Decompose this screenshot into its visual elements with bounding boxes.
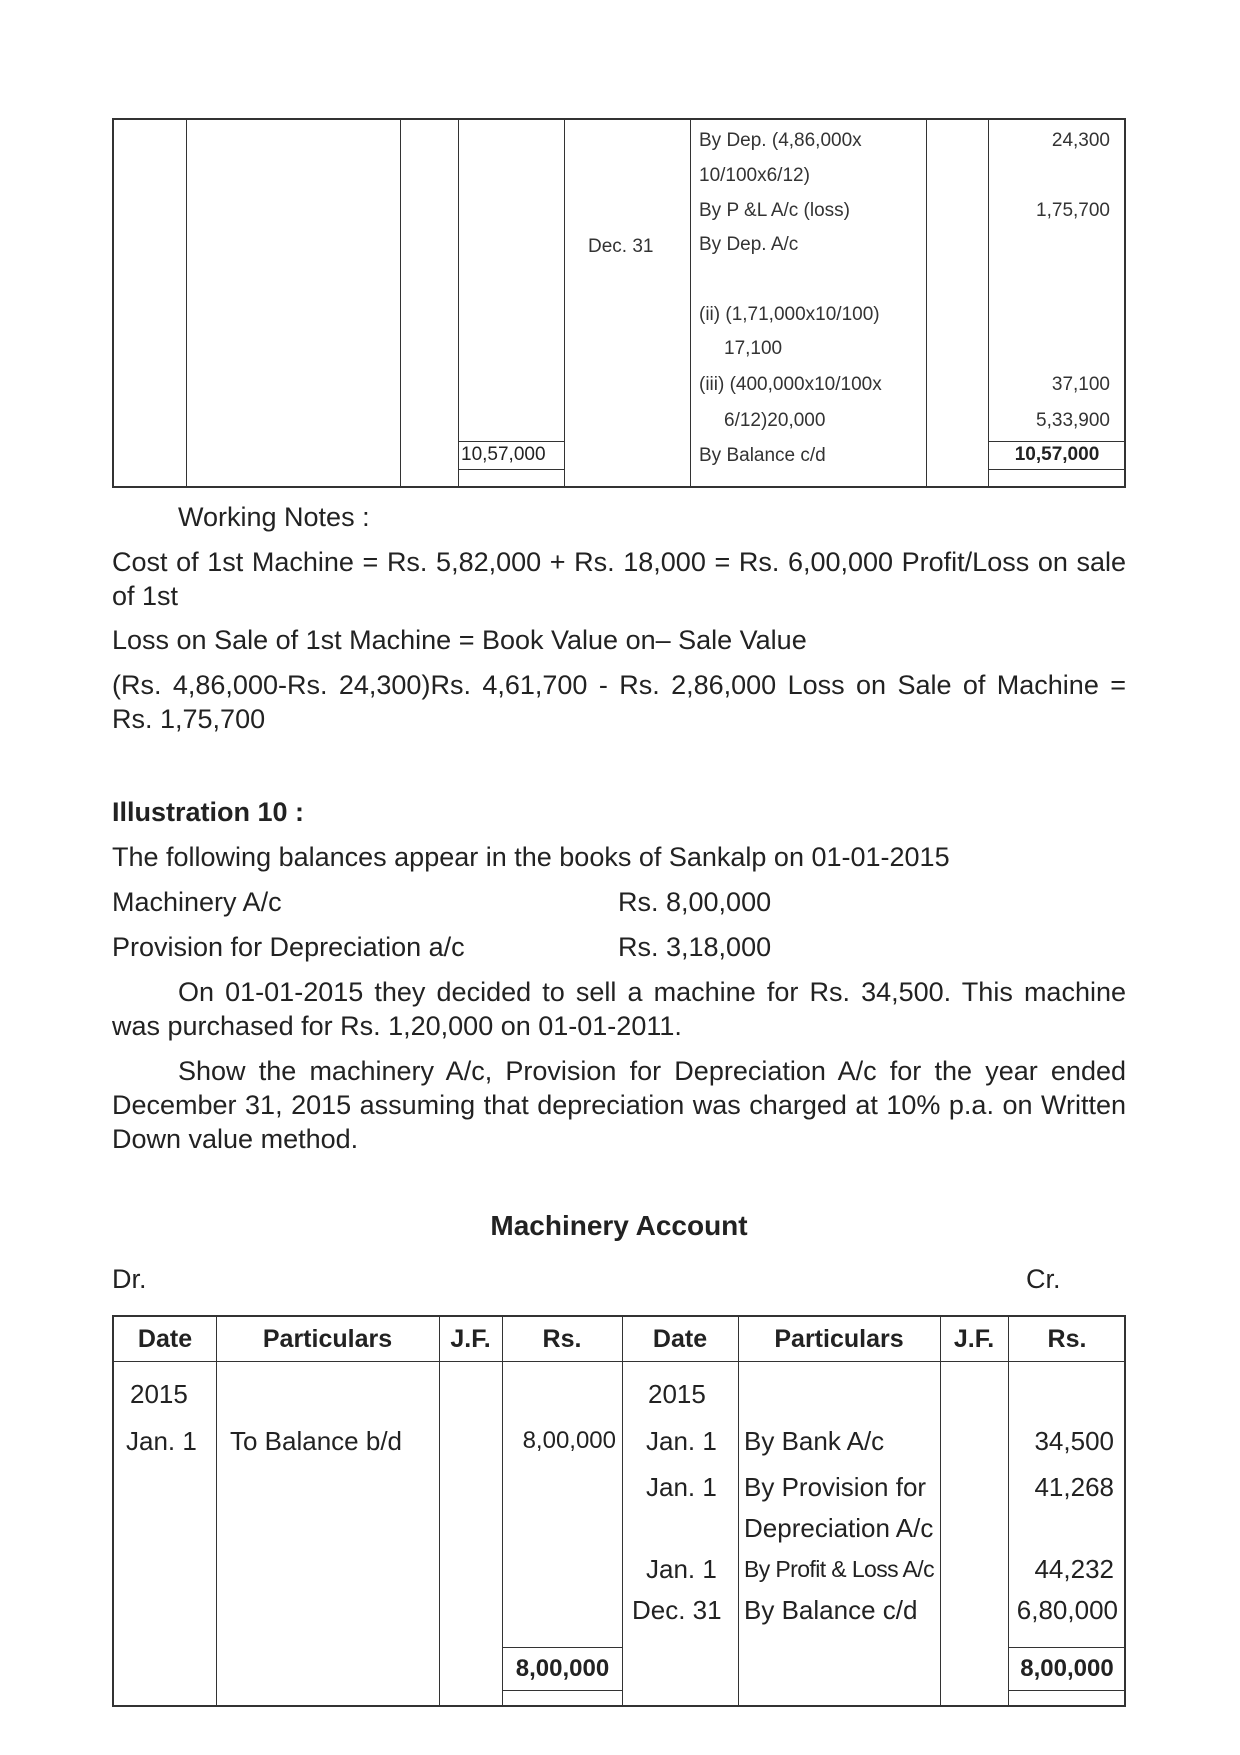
cr-date: Dec. 31 xyxy=(632,1595,722,1625)
cr-label: Cr. xyxy=(1026,1264,1061,1294)
balance-value: Rs. 8,00,000 xyxy=(618,887,772,917)
illustration-heading: Illustration 10 : xyxy=(112,797,305,827)
working-notes-line1: Cost of 1st Machine = Rs. 5,82,000 + Rs. 18,000 = Rs. 6,00,000 Profit/Loss on sale of 1st xyxy=(112,547,1126,611)
particular-line: 17,100 xyxy=(724,338,783,359)
balance-label: Machinery A/c xyxy=(112,887,282,917)
cr-total: 8,00,000 xyxy=(1008,1647,1126,1691)
amount-value: 1,75,700 xyxy=(1036,200,1110,221)
cr-particular: By Provision for xyxy=(744,1472,927,1502)
cr-particular: By Bank A/c xyxy=(744,1426,885,1456)
left-total: 10,57,000 xyxy=(458,441,565,470)
cr-particular: By Profit & Loss A/c xyxy=(744,1556,934,1582)
cr-amount: 41,268 xyxy=(1034,1472,1114,1502)
header-jf: J.F. xyxy=(953,1325,995,1353)
cr-amount: 44,232 xyxy=(1034,1554,1114,1584)
illustration-para2: Show the machinery A/c, Provision for Depreciation A/c for the year ended December 31, 2015 assuming that depreciation was charged at 10% p.a. on Written Down value method. xyxy=(112,1056,1126,1154)
cr-year: 2015 xyxy=(648,1379,706,1409)
ledger-continuation-table xyxy=(112,118,1126,488)
amount-value: 5,33,900 xyxy=(1036,410,1110,431)
cr-date: Jan. 1 xyxy=(646,1472,717,1502)
particular-line: 10/100x6/12) xyxy=(699,165,810,186)
balance-label: Provision for Depreciation a/c xyxy=(112,932,465,962)
particular-line: 6/12)20,000 xyxy=(724,410,826,431)
cr-date: Jan. 1 xyxy=(646,1554,717,1584)
illustration-para1: On 01-01-2015 they decided to sell a machine for Rs. 34,500. This machine was purchased for Rs. 1,20,000 on 01-01-2011. xyxy=(112,977,1126,1041)
machinery-account-table xyxy=(112,1315,1126,1707)
particular-line: By Balance c/d xyxy=(699,445,826,466)
right-total: 10,57,000 xyxy=(988,441,1126,470)
particular-line: By Dep. (4,86,000x xyxy=(699,130,862,151)
particular-line: By P &L A/c (loss) xyxy=(699,200,850,221)
amount-value: 37,100 xyxy=(1051,374,1110,395)
dr-label: Dr. xyxy=(112,1264,147,1294)
amount-value: 24,300 xyxy=(1051,130,1110,151)
header-rs: Rs. xyxy=(542,1325,582,1353)
header-jf: J.F. xyxy=(450,1325,491,1353)
entry-date: Dec. 31 xyxy=(588,236,654,257)
header-date: Date xyxy=(137,1325,193,1353)
header-particulars: Particulars xyxy=(262,1325,393,1353)
dr-amount: 8,00,000 xyxy=(522,1427,616,1454)
dr-particular: To Balance b/d xyxy=(230,1426,403,1456)
particular-line: (iii) (400,000x10/100x xyxy=(699,374,882,395)
illustration-intro: The following balances appear in the books of Sankalp on 01-01-2015 xyxy=(112,842,950,872)
working-notes-line2: Loss on Sale of 1st Machine = Book Value on– Sale Value xyxy=(112,625,807,655)
working-notes-heading: Working Notes : xyxy=(178,502,370,532)
header-rs: Rs. xyxy=(1047,1325,1087,1353)
working-notes-line3: (Rs. 4,86,000-Rs. 24,300)Rs. 4,61,700 - Rs. 2,86,000 Loss on Sale of Machine = Rs. 1,75,700 xyxy=(112,670,1126,734)
cr-amount: 34,500 xyxy=(1034,1426,1114,1456)
header-particulars: Particulars xyxy=(774,1325,904,1353)
dr-year: 2015 xyxy=(130,1379,188,1409)
particular-line: (ii) (1,71,000x10/100) xyxy=(699,304,880,325)
cr-amount: 6,80,000 xyxy=(1016,1595,1118,1625)
dr-total: 8,00,000 xyxy=(502,1647,623,1691)
particular-line: By Dep. A/c xyxy=(699,234,799,255)
dr-date: Jan. 1 xyxy=(126,1426,197,1456)
cr-date: Jan. 1 xyxy=(646,1426,717,1456)
cr-particular: By Balance c/d xyxy=(744,1595,918,1625)
balance-value: Rs. 3,18,000 xyxy=(618,932,772,962)
header-date: Date xyxy=(652,1325,708,1353)
machinery-account-title: Machinery Account xyxy=(490,1210,748,1241)
cr-particular: Depreciation A/c xyxy=(744,1513,934,1543)
